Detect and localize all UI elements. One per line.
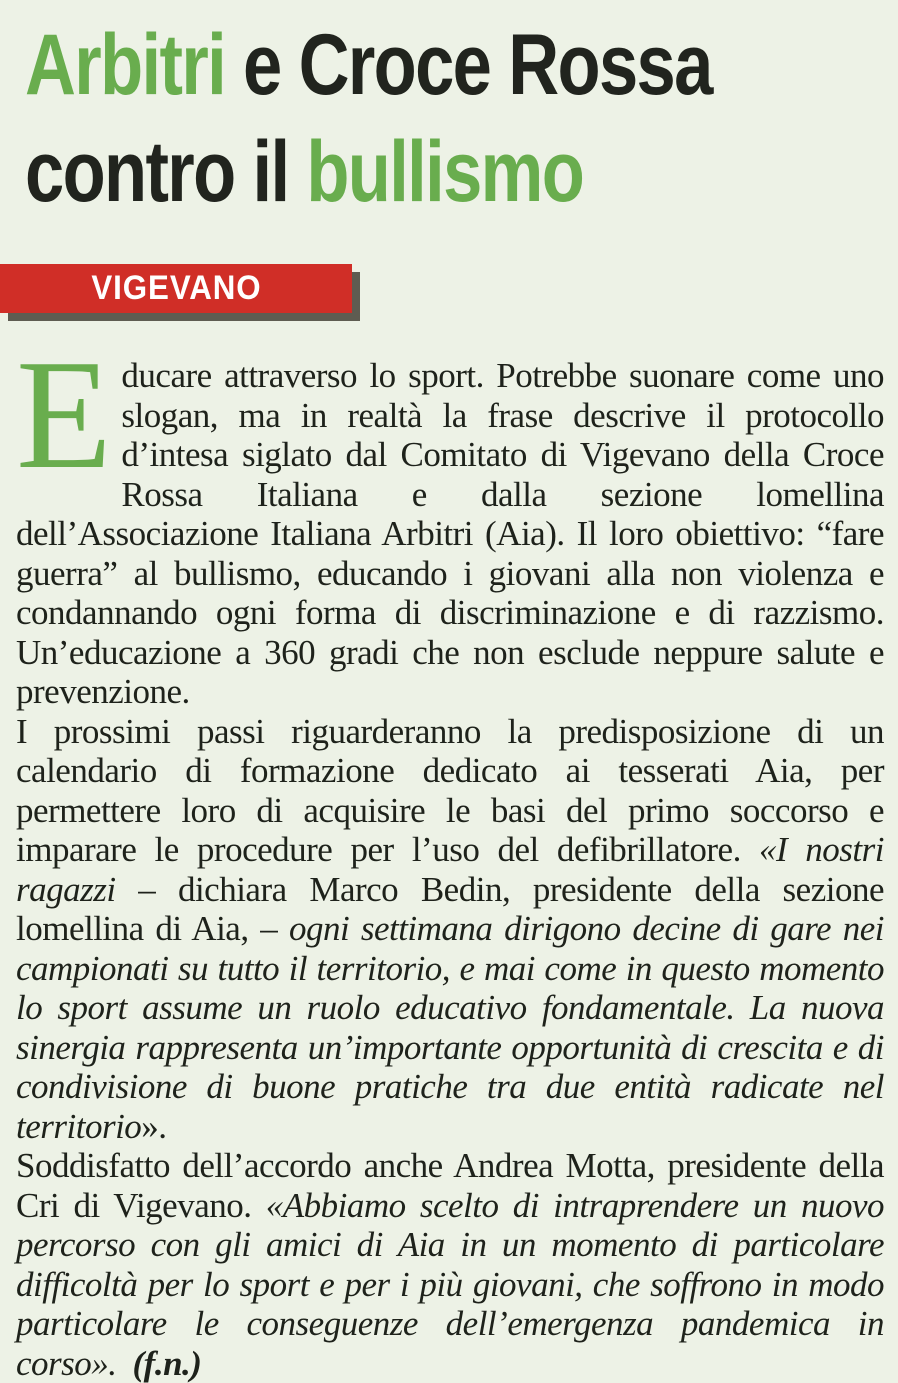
headline-line-2: [25, 119, 712, 226]
paragraph: [16, 1146, 884, 1383]
text-segment: – dichiara Marco Bedin, presidente della sezione lomellina di Aia, –: [16, 869, 884, 948]
kicker-label: VIGEVANO: [90, 269, 262, 307]
article-body: [16, 327, 884, 1383]
text-segment: I prossimi passi riguarderanno la predisposizione di un calendario di formazione dedicato ai tesserati Aia, per permettere loro di acquisire le basi del primo soccorso e imparare le procedure per l’uso del defibrillatore.: [16, 711, 884, 869]
kicker-badge: [0, 264, 352, 313]
paragraph: [16, 327, 884, 712]
paragraph: [16, 712, 884, 1147]
text-segment: ».: [141, 1106, 167, 1146]
headline-segment: contro il: [25, 124, 307, 220]
text-segment: (f.n.): [132, 1343, 202, 1383]
text-segment: Soddisfatto dell’accordo anche Andrea Motta, presidente della Cri di Vigevano.: [16, 1146, 884, 1225]
text-segment: «I nostri ragazzi: [16, 830, 884, 909]
headline-segment: Arbitri: [25, 17, 244, 113]
headline-segment: e Croce Rossa: [243, 17, 712, 113]
drop-cap: E: [16, 327, 112, 501]
text-segment: ducare attraverso lo sport. Potrebbe suonare come uno slogan, ma in realtà la frase descrive il protocollo d’intesa siglato dal Comitato di Vigevano della Croce Rossa Italiana e dalla sezione lomellina dell’Associazione Italiana Arbitri (Aia). Il loro obiettivo: “fare guerra” al bullismo, educando i giovani alla non violenza e condannando ogni forma di discriminazione e di razzismo. Un’educazione a 360 gradi che non esclude neppure salute e prevenzione.: [16, 356, 884, 711]
headline-line-1: [25, 12, 712, 119]
text-segment: «Abbiamo scelto di intraprendere un nuovo percorso con gli amici di Aia in un momento di particolare difficoltà per lo sport e per i più giovani, che soffrono in modo particolare le conseguenze dell’emergenza pandemica in corso».: [16, 1185, 884, 1383]
headline: [25, 12, 712, 226]
headline-segment: bullismo: [306, 124, 584, 220]
text-segment: ogni settimana dirigono decine di gare nei campionati su tutto il territorio, e mai come in questo momento lo sport assume un ruolo educativo fondamentale. La nuova sinergia rappresenta un’importante opportunità di crescita e di condivisione di buone pratiche tra due entità radicate nel territorio: [16, 909, 884, 1146]
